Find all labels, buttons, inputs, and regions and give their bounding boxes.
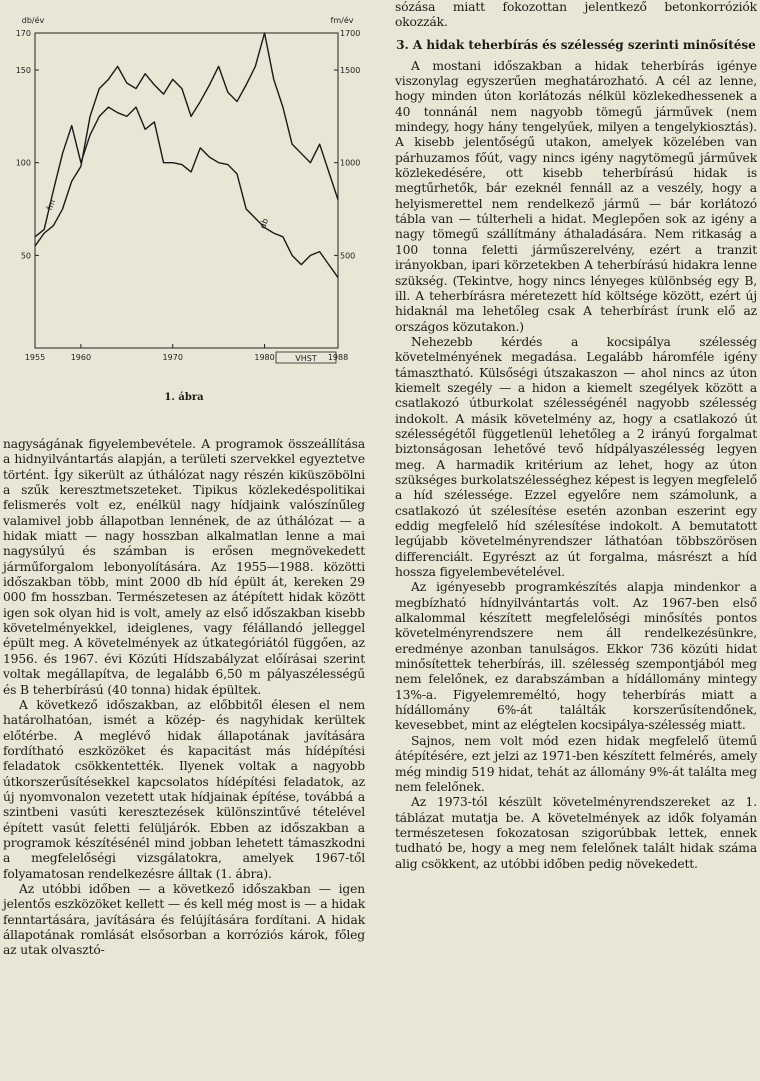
y-tick-label-right: 1000	[340, 158, 361, 168]
y-tick-label-left: 100	[15, 158, 31, 168]
left-unit-label: db/év	[21, 16, 45, 25]
paragraph: Az 1973-tól készült követelményrendszereket az 1. táblázat mutatja be. A követelmények az idők folyamán természetesen fokozatosan szigorúbbak lettek, ennek tudható be, hogy a meg nem felelőnek talált hidak száma alig csökkent, az utóbbi időben pedig növekedett.	[395, 795, 757, 871]
y-tick-label-left: 50	[20, 251, 31, 261]
y-tick-label-right: 1500	[340, 66, 361, 76]
left-text	[3, 437, 365, 959]
x-tick-label: 1988	[327, 353, 349, 362]
x-tick-label: 1955	[24, 353, 46, 362]
paragraph: sózása miatt fokozottan jelentkező betonkorróziók okozzák.	[395, 0, 757, 30]
bridge-construction-chart	[3, 0, 365, 390]
paragraph: Az igényesebb programkészítés alapja mindenkor a megbízható hídnyilvántartás volt. Az 1967-ben első alkalommal készített megfelelőségi minősítés pontos követelményrendszere nem áll rendelkezésünkre, eredménye azonban tanulságos. Ekkor 736 közúti hidat minősítettek teherbírás, ill. szélesség szempontjából meg nem felelőnek, ez darabszámban a hídállomány mintegy 13%-a. Figyelemreméltó, hogy teherbírás miatt a hídállomány 6%-át találták korszerűsítendőnek, kevesebbet, mint az elégtelen kocsipálya-szélesség miatt.	[395, 580, 757, 733]
paragraph: Nehezebb kérdés a kocsipálya szélesség követelményének megadása. Legalább háromféle igény támasztható. Külsőségi útszakaszon — ahol nincs az úton kiemelt szegély — a hidon a kiemelt szegélyek között a csatlakozó útburkolat szélességénél nagyobb szélesség indokolt. A másik követelmény az, hogy a csatlakozó út szélességétől függetlenül lehetőleg a 2 irányú forgalmat biztonságosan lehetővé tevő hídpályaszélesség legyen meg. A harmadik kritérium az lehet, hogy az úton szükséges burkolatszélességhez képest is legyen megfelelő a híd szélessége. Ezzel egyelőre nem számolunk, a csatlakozó út szélesítése esetén azonban eszerint egy eddig megfelelő híd szélesítése indokolt. A bemutatott legújabb követelményrendszer láthatóan többszörösen differenciált. Egyrészt az út forgalma, másrészt a híd hossza figyelembevételével.	[395, 334, 757, 580]
y-tick-label-left: 150	[15, 66, 31, 76]
y-tick-label-right: 1700	[340, 29, 361, 38]
right-unit-label: fm/év	[330, 16, 354, 25]
series-line-fm	[35, 33, 338, 246]
right-column	[395, 0, 757, 872]
figure-caption: 1. ábra	[164, 392, 204, 403]
section-title: 3. A hidak teherbírás és szélesség szerinti minősítése	[396, 37, 756, 52]
x-tick-label: 1970	[162, 353, 183, 362]
series-line-db	[35, 107, 338, 277]
left-column	[3, 0, 365, 958]
figure-1	[3, 0, 365, 420]
stamp-text: VHST	[295, 354, 317, 363]
paragraph: Az utóbbi időben — a következő időszakban — igen jelentős eszközöket kellett — és kell még most is — a hidak fenntartására, javítására és felújítására fordítani. A hidak állapotának romlását elsősorban a korróziós károk, főleg az utak olvasztó-	[3, 881, 365, 958]
paragraph: A következő időszakban, az előbbitől élesen el nem határolhatóan, ismét a közép- és nagyhidak kerültek előtérbe. A meglévő hidak állapotának javítására fordítható eszközöket és kapacitást más hídépítési feladatok csökkentették. Ilyenek voltak a nagyobb útkorszerűsítésekkel kapcsolatos hídépítési feladatok, az új nyomvonalon vezetett utak hídjainak építése, továbbá a szintbeni vasúti keresztezések különszintűvé tételével épített vasút feletti felüljárók. Ebben az időszakban a programok készítésénél mind jobban lehetett támaszkodni a megfelelőségi vizsgálatokra, amelyek 1967-től folyamatosan rendelkezésre álltak (1. ábra).	[3, 697, 365, 881]
paragraph: A mostani időszakban a hidak teherbírás igénye viszonylag egyszerűen meghatározható. A cél az lenne, hogy minden úton korlátozás nélkül közlekedhessenek a 40 tonnánál nem nagyobb tömegű járművek (nem mindegy, hogy hány tengelyűek, milyen a tengelykiosztás). A kisebb jelentőségű utakon, amelyek közelében van párhuzamos főút, vagy nincs igény nagytömegű járművek közlekedésére, ott kisebb teherbírású hidak is megtűrhetők, bár ezeknél fennáll az a veszély, hogy a helyismerettel nem rendelkező jármű — bár korlátozó tábla van — túlterheli a hidat. Meglepően sok az igény a nagy tömegű szállítmány áthaladására. Nem ritkaság a 100 tonna feletti járműszerelvény, ezért a tranzit irányokban, ipari körzetekben A teherbírású hidakra lenne szükség. (Tekintve, hogy nincs lényeges különbség egy B, ill. A teherbírásra méretezett híd költsége között, ezért új hidaknál ma lehetőleg csak A teherbírást írunk elő az országos közutakon.)	[395, 58, 757, 334]
series-label: fm	[44, 198, 58, 212]
paragraph: nagyságának figyelembevétele. A programok összeállítása a hidnyilvántartás alapján, a területi szervekkel egyeztetve történt. Így sikerült az úthálózat nagy részén kiküszöbölni a szűk keresztmetszeteket. Tipikus közlekedéspolitikai felismerés volt ez, enélkül nagy hídjaink valószínűleg valamivel jobb állapotban lennének, de az úthálózat — a hidak miatt — nagy hosszban alkalmatlan lenne a mai nagysúlyú és számban is erősen megnövekedett járműforgalom lebonyolítására. Az 1955—1988. közötti időszakban több, mint 2000 db híd épült át, kereken 29 000 fm hosszban. Természetesen az átépített hidak között igen sok olyan hid is volt, amely az első időszakban kisebb követelményekkel, ideiglenes, vagy félállandó jelleggel épült meg. A követelmények az útkategóriától függően, az 1956. és 1967. évi Közúti Hídszabályzat előírásai szerint voltak megállapítva, de legalább 6,50 m pályaszélességű és B teherbírású (40 tonna) hidak épültek.	[3, 437, 365, 697]
paragraph: Sajnos, nem volt mód ezen hidak megfelelő ütemű átépítésére, ezt jelzi az 1971-ben készített felmérés, amely még mindig 519 hidat, tehát az állomány 9%-át találta meg nem felelőnek.	[395, 733, 757, 794]
x-tick-label: 1980	[254, 353, 275, 362]
series-label: db	[258, 217, 271, 230]
plot-frame	[35, 33, 338, 348]
y-tick-label-left: 170	[15, 29, 31, 38]
y-tick-label-right: 500	[340, 251, 356, 261]
x-tick-label: 1960	[70, 353, 92, 362]
